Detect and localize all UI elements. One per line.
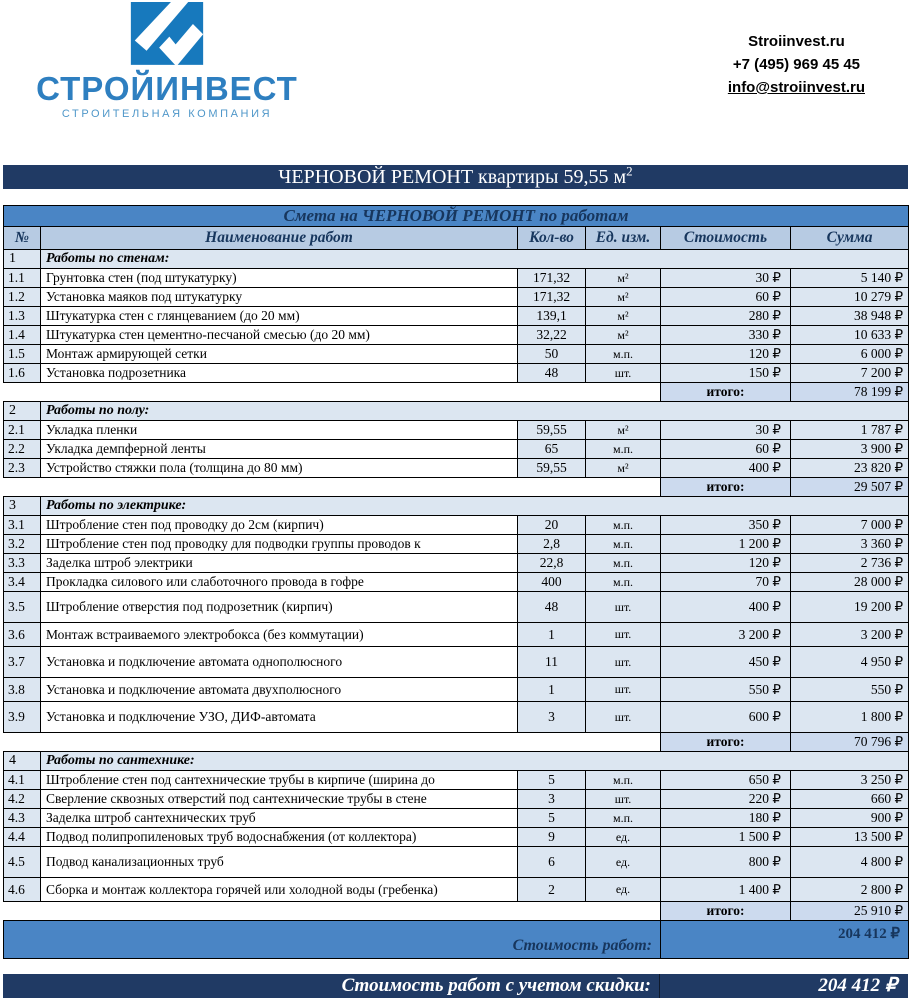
quantity: 5: [518, 809, 586, 828]
section-row: [4, 752, 909, 771]
table-row: [4, 678, 909, 702]
table-row: [4, 592, 909, 623]
discount-total-label: Стоимость работ с учетом скидки:: [3, 974, 660, 998]
row-sum: 7 000 ₽: [791, 516, 909, 535]
unit: шт.: [586, 592, 661, 623]
column-header-1: Наименование работ: [41, 227, 518, 250]
quantity: 59,55: [518, 459, 586, 478]
row-number: 4.4: [4, 828, 41, 847]
unit: шт.: [586, 702, 661, 733]
unit-price: 600 ₽: [661, 702, 791, 733]
work-name: Установка маяков под штукатурку: [41, 288, 518, 307]
quantity: 2,8: [518, 535, 586, 554]
quantity: 3: [518, 790, 586, 809]
row-sum: 3 900 ₽: [791, 440, 909, 459]
unit: шт.: [586, 647, 661, 678]
section-title: Работы по сантехнике:: [41, 752, 909, 771]
table-row: [4, 535, 909, 554]
work-name: Укладка пленки: [41, 421, 518, 440]
work-name: Подвод полипропиленовых труб водоснабжения (от коллектора): [41, 828, 518, 847]
subtotal-row: [4, 383, 909, 402]
unit-price: 450 ₽: [661, 647, 791, 678]
section-title: Работы по стенам:: [41, 250, 909, 269]
estimate-table: [3, 205, 909, 959]
logo-mark-icon: [127, 2, 207, 68]
work-name: Укладка демпферной ленты: [41, 440, 518, 459]
unit: м.п.: [586, 771, 661, 790]
unit-price: 220 ₽: [661, 790, 791, 809]
section-number: 3: [4, 497, 41, 516]
work-name: Штробление отверстия под подрозетник (кирпич): [41, 592, 518, 623]
unit-price: 1 400 ₽: [661, 878, 791, 902]
row-sum: 38 948 ₽: [791, 307, 909, 326]
row-number: 3.1: [4, 516, 41, 535]
row-number: 4.6: [4, 878, 41, 902]
row-number: 2.2: [4, 440, 41, 459]
row-number: 3.3: [4, 554, 41, 573]
quantity: 1: [518, 678, 586, 702]
unit-price: 70 ₽: [661, 573, 791, 592]
discount-total-bar: [3, 974, 908, 998]
unit-price: 1 200 ₽: [661, 535, 791, 554]
row-sum: 5 140 ₽: [791, 269, 909, 288]
row-number: 2.3: [4, 459, 41, 478]
row-number: 1.2: [4, 288, 41, 307]
unit: шт.: [586, 678, 661, 702]
unit-price: 3 200 ₽: [661, 623, 791, 647]
row-number: 3.8: [4, 678, 41, 702]
page-title: [3, 165, 908, 189]
row-number: 4.2: [4, 790, 41, 809]
table-row: [4, 771, 909, 790]
table-title: Смета на ЧЕРНОВОЙ РЕМОНТ по работам: [4, 206, 909, 227]
work-name: Штробление стен под проводку для подводки группы проводов к: [41, 535, 518, 554]
unit-price: 400 ₽: [661, 592, 791, 623]
unit-price: 800 ₽: [661, 847, 791, 878]
table-row: [4, 878, 909, 902]
unit: м.п.: [586, 345, 661, 364]
document-header: [0, 0, 910, 165]
section-row: [4, 250, 909, 269]
work-name: Устройство стяжки пола (толщина до 80 мм): [41, 459, 518, 478]
row-number: 4.5: [4, 847, 41, 878]
table-row: [4, 364, 909, 383]
unit-price: 350 ₽: [661, 516, 791, 535]
row-number: 3.6: [4, 623, 41, 647]
unit-price: 60 ₽: [661, 440, 791, 459]
unit-price: 1 500 ₽: [661, 828, 791, 847]
section-row: [4, 497, 909, 516]
row-sum: 10 633 ₽: [791, 326, 909, 345]
quantity: 48: [518, 592, 586, 623]
quantity: 171,32: [518, 288, 586, 307]
table-row: [4, 516, 909, 535]
unit: м.п.: [586, 573, 661, 592]
works-total-label: Стоимость работ:: [4, 921, 661, 959]
subtotal-row: [4, 478, 909, 497]
subtotal-label: итого:: [661, 902, 791, 921]
row-number: 2.1: [4, 421, 41, 440]
row-sum: 4 800 ₽: [791, 847, 909, 878]
row-sum: 3 360 ₽: [791, 535, 909, 554]
section-number: 4: [4, 752, 41, 771]
table-row: [4, 421, 909, 440]
row-number: 1.4: [4, 326, 41, 345]
page-title-text: ЧЕРНОВОЙ РЕМОНТ квартиры 59,55 м: [278, 166, 627, 188]
quantity: 48: [518, 364, 586, 383]
unit: м²: [586, 307, 661, 326]
work-name: Заделка штроб сантехнических труб: [41, 809, 518, 828]
row-sum: 3 200 ₽: [791, 623, 909, 647]
quantity: 2: [518, 878, 586, 902]
work-name: Монтаж армирующей сетки: [41, 345, 518, 364]
table-row: [4, 828, 909, 847]
section-title: Работы по полу:: [41, 402, 909, 421]
column-header-5: Сумма: [791, 227, 909, 250]
subtotal-row: [4, 902, 909, 921]
table-row: [4, 459, 909, 478]
unit-price: 120 ₽: [661, 554, 791, 573]
unit: шт.: [586, 790, 661, 809]
table-row: [4, 623, 909, 647]
unit: м²: [586, 288, 661, 307]
quantity: 5: [518, 771, 586, 790]
row-number: 4.3: [4, 809, 41, 828]
row-number: 3.4: [4, 573, 41, 592]
quantity: 20: [518, 516, 586, 535]
row-number: 1.3: [4, 307, 41, 326]
table-row: [4, 809, 909, 828]
unit: м.п.: [586, 440, 661, 459]
unit: м.п.: [586, 554, 661, 573]
quantity: 65: [518, 440, 586, 459]
row-sum: 28 000 ₽: [791, 573, 909, 592]
phone-number: +7 (495) 969 45 45: [732, 56, 861, 73]
row-sum: 1 787 ₽: [791, 421, 909, 440]
quantity: 6: [518, 847, 586, 878]
quantity: 11: [518, 647, 586, 678]
subtotal-label: итого:: [661, 478, 791, 497]
quantity: 22,8: [518, 554, 586, 573]
row-sum: 660 ₽: [791, 790, 909, 809]
unit: м.п.: [586, 809, 661, 828]
table-row: [4, 269, 909, 288]
work-name: Установка и подключение автомата двухполюсного: [41, 678, 518, 702]
subtotal-value: 78 199 ₽: [791, 383, 909, 402]
quantity: 59,55: [518, 421, 586, 440]
row-number: 3.9: [4, 702, 41, 733]
column-header-3: Ед. изм.: [586, 227, 661, 250]
unit-price: 30 ₽: [661, 269, 791, 288]
unit: шт.: [586, 623, 661, 647]
work-name: Прокладка силового или слаботочного провода в гофре: [41, 573, 518, 592]
company-logo: [36, 0, 298, 120]
unit: ед.: [586, 828, 661, 847]
unit-price: 330 ₽: [661, 326, 791, 345]
subtotal-row: [4, 733, 909, 752]
discount-total-value: 204 412 ₽: [818, 975, 897, 996]
unit: шт.: [586, 364, 661, 383]
work-name: Установка и подключение автомата однополюсного: [41, 647, 518, 678]
row-number: 1.6: [4, 364, 41, 383]
row-sum: 3 250 ₽: [791, 771, 909, 790]
subtotal-spacer: [4, 478, 661, 497]
subtotal-value: 70 796 ₽: [791, 733, 909, 752]
work-name: Штробление стен под сантехнические трубы в кирпиче (ширина до: [41, 771, 518, 790]
quantity: 400: [518, 573, 586, 592]
unit-price: 120 ₽: [661, 345, 791, 364]
unit-price: 180 ₽: [661, 809, 791, 828]
row-sum: 10 279 ₽: [791, 288, 909, 307]
subtotal-spacer: [4, 902, 661, 921]
column-header-2: Кол-во: [518, 227, 586, 250]
subtotal-label: итого:: [661, 733, 791, 752]
unit-price: 60 ₽: [661, 288, 791, 307]
table-row: [4, 554, 909, 573]
unit-price: 650 ₽: [661, 771, 791, 790]
quantity: 1: [518, 623, 586, 647]
unit-price: 550 ₽: [661, 678, 791, 702]
table-row: [4, 790, 909, 809]
unit-price: 150 ₽: [661, 364, 791, 383]
unit: ед.: [586, 847, 661, 878]
subtotal-spacer: [4, 733, 661, 752]
section-row: [4, 402, 909, 421]
unit-price: 400 ₽: [661, 459, 791, 478]
subtotal-value: 25 910 ₽: [791, 902, 909, 921]
table-row: [4, 573, 909, 592]
table-row: [4, 847, 909, 878]
unit-price: 280 ₽: [661, 307, 791, 326]
company-tagline: СТРОИТЕЛЬНАЯ КОМПАНИЯ: [61, 108, 273, 120]
row-sum: 550 ₽: [791, 678, 909, 702]
table-row: [4, 440, 909, 459]
row-number: 1.5: [4, 345, 41, 364]
row-sum: 23 820 ₽: [791, 459, 909, 478]
work-name: Установка и подключение УЗО, ДИФ-автомата: [41, 702, 518, 733]
work-name: Штробление стен под проводку до 2см (кирпич): [41, 516, 518, 535]
email-link[interactable]: info@stroiinvest.ru: [727, 79, 865, 96]
row-number: 1.1: [4, 269, 41, 288]
section-title: Работы по электрике:: [41, 497, 909, 516]
row-number: 4.1: [4, 771, 41, 790]
quantity: 3: [518, 702, 586, 733]
table-row: [4, 647, 909, 678]
row-sum: 2 800 ₽: [791, 878, 909, 902]
table-row: [4, 702, 909, 733]
unit: м.п.: [586, 535, 661, 554]
work-name: Сверление сквозных отверстий под сантехнические трубы в стене: [41, 790, 518, 809]
unit: м.п.: [586, 516, 661, 535]
table-title-row: [4, 206, 909, 227]
row-number: 3.2: [4, 535, 41, 554]
row-sum: 2 736 ₽: [791, 554, 909, 573]
row-sum: 7 200 ₽: [791, 364, 909, 383]
unit-price: 30 ₽: [661, 421, 791, 440]
table-row: [4, 307, 909, 326]
table-row: [4, 345, 909, 364]
row-number: 3.7: [4, 647, 41, 678]
unit: м²: [586, 326, 661, 345]
work-name: Монтаж встраиваемого электробокса (без коммутации): [41, 623, 518, 647]
quantity: 32,22: [518, 326, 586, 345]
work-name: Штукатурка стен с глянцеванием (до 20 мм): [41, 307, 518, 326]
section-number: 2: [4, 402, 41, 421]
grand-total-row: [4, 921, 909, 959]
work-name: Заделка штроб электрики: [41, 554, 518, 573]
quantity: 171,32: [518, 269, 586, 288]
row-number: 3.5: [4, 592, 41, 623]
column-header-4: Стоимость: [661, 227, 791, 250]
subtotal-spacer: [4, 383, 661, 402]
row-sum: 13 500 ₽: [791, 828, 909, 847]
row-sum: 4 950 ₽: [791, 647, 909, 678]
row-sum: 1 800 ₽: [791, 702, 909, 733]
work-name: Штукатурка стен цементно-песчаной смесью (до 20 мм): [41, 326, 518, 345]
quantity: 139,1: [518, 307, 586, 326]
work-name: Грунтовка стен (под штукатурку): [41, 269, 518, 288]
work-name: Подвод канализационных труб: [41, 847, 518, 878]
table-row: [4, 288, 909, 307]
row-sum: 900 ₽: [791, 809, 909, 828]
work-name: Сборка и монтаж коллектора горячей или холодной воды (гребенка): [41, 878, 518, 902]
column-header-0: №: [4, 227, 41, 250]
quantity: 50: [518, 345, 586, 364]
subtotal-value: 29 507 ₽: [791, 478, 909, 497]
unit: м²: [586, 269, 661, 288]
contact-block: [728, 30, 865, 99]
column-header-row: [4, 227, 909, 250]
company-name: СТРОЙИНВЕСТ: [36, 70, 298, 107]
unit: м²: [586, 459, 661, 478]
quantity: 9: [518, 828, 586, 847]
row-sum: 6 000 ₽: [791, 345, 909, 364]
work-name: Установка подрозетника: [41, 364, 518, 383]
table-row: [4, 326, 909, 345]
website-link[interactable]: Stroiinvest.ru: [748, 33, 845, 50]
unit: м²: [586, 421, 661, 440]
works-total-value: 204 412 ₽: [661, 921, 909, 959]
page-title-superscript: 2: [626, 163, 633, 179]
unit: ед.: [586, 878, 661, 902]
row-sum: 19 200 ₽: [791, 592, 909, 623]
subtotal-label: итого:: [661, 383, 791, 402]
section-number: 1: [4, 250, 41, 269]
